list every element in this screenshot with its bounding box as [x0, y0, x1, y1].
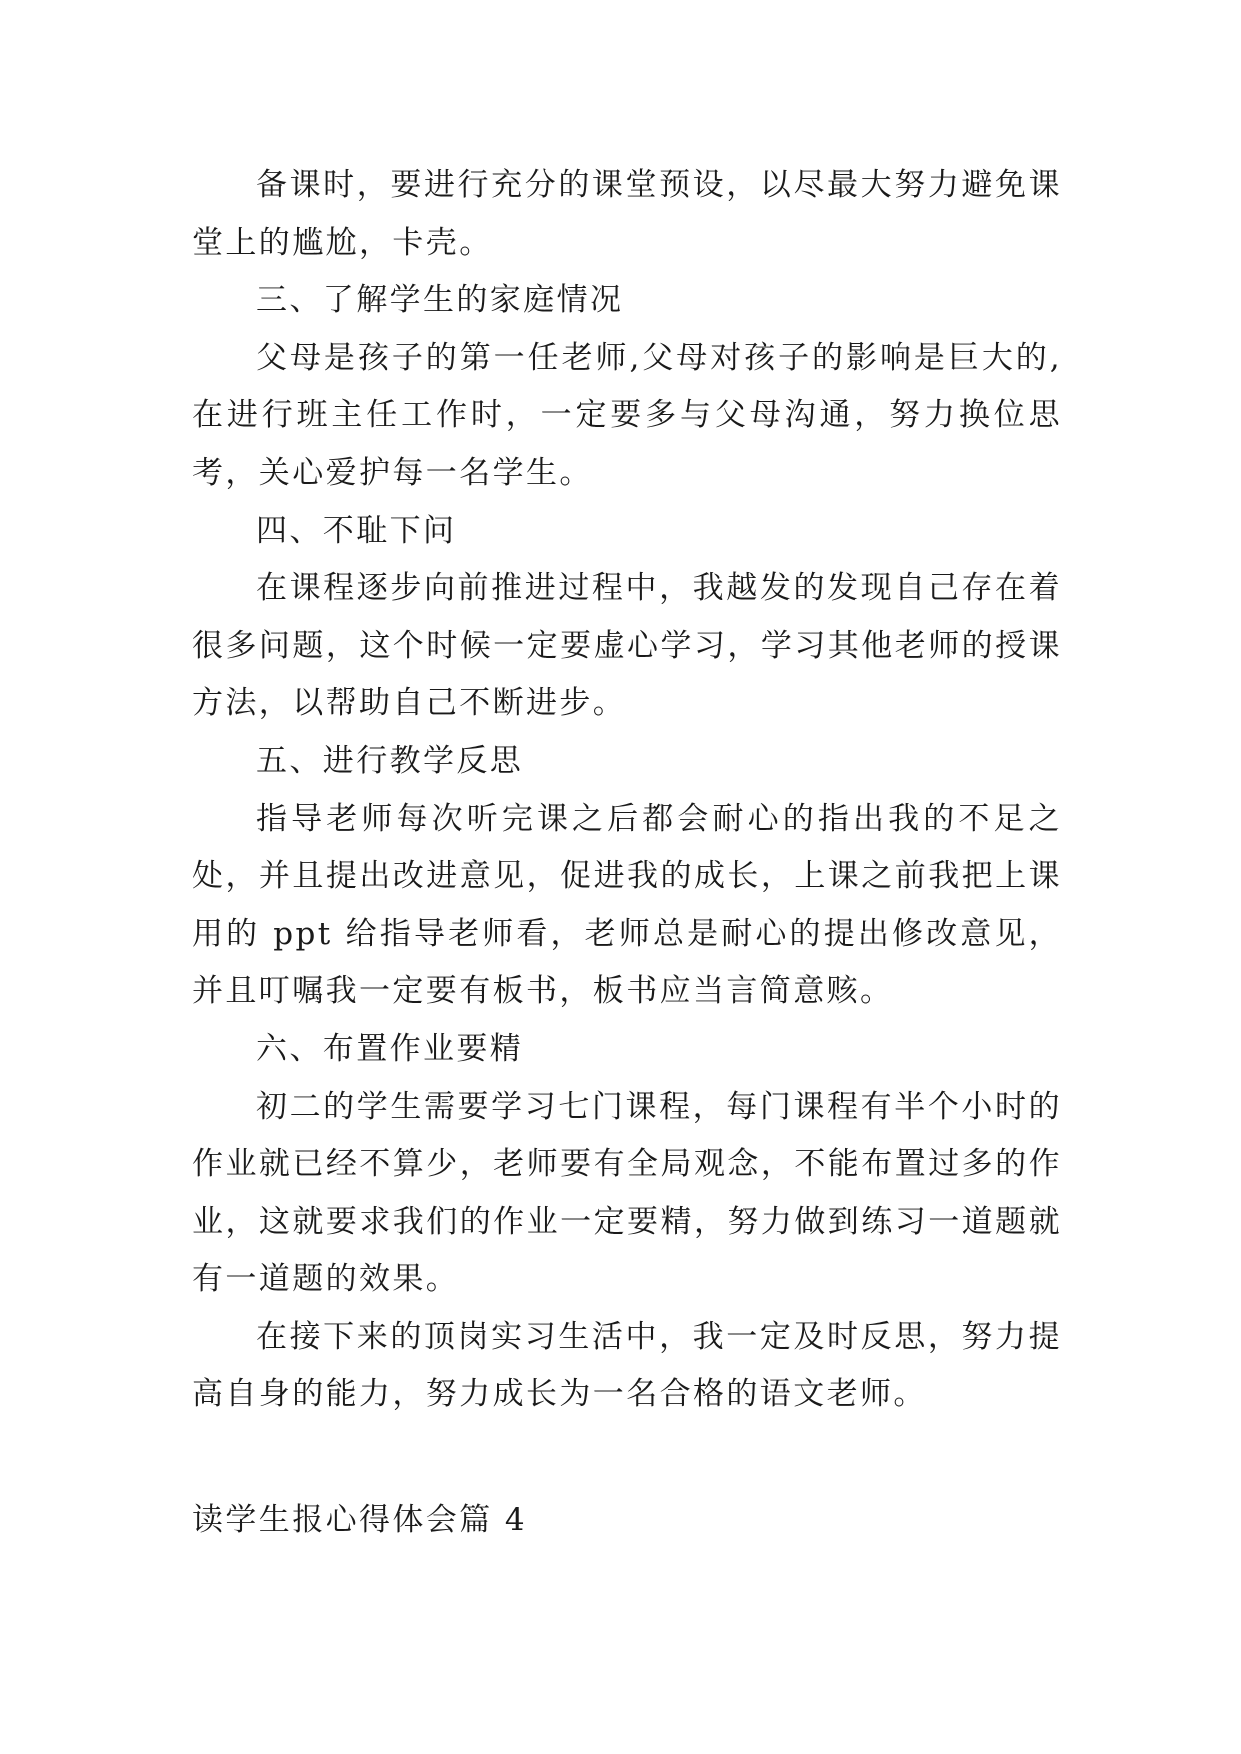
paragraph-conclusion: 在接下来的顶岗实习生活中，我一定及时反思，努力提高自身的能力，努力成长为一名合格的语文老师。: [192, 1318, 1062, 1413]
heading-teaching-reflection: 五、进行教学反思: [256, 742, 524, 779]
heading-homework: 六、布置作业要精: [256, 1030, 524, 1067]
paragraph-learning: 在课程逐步向前推进过程中，我越发的发现自己存在着很多问题，这个时候一定要虚心学习，学习其他老师的授课方法，以帮助自己不断进步。: [192, 570, 1062, 722]
heading-family-situation: 三、了解学生的家庭情况: [256, 282, 624, 319]
paragraph-mentor-feedback: 指导老师每次听完课之后都会耐心的指出我的不足之处，并且提出改进意见，促进我的成长，上课之前我把上课用的 ppt 给指导老师看，老师总是耐心的提出修改意见，并且叮嘱我一定要有板书，板书应当言简意赅。: [192, 800, 1062, 1010]
heading-ask-questions: 四、不耻下问: [256, 512, 457, 549]
paragraph-parents: 父母是孩子的第一任老师,父母对孩子的影响是巨大的,在进行班主任工作时，一定要多与父母沟通，努力换位思考，关心爱护每一名学生。: [192, 339, 1062, 491]
document-body: [192, 157, 1062, 1424]
paragraph-lesson-prep: 备课时，要进行充分的课堂预设，以尽最大努力避免课堂上的尴尬，卡壳。: [192, 167, 1062, 261]
paragraph-homework: 初二的学生需要学习七门课程，每门课程有半个小时的作业就已经不算少，老师要有全局观念，不能布置过多的作业，这就要求我们的作业一定要精，努力做到练习一道题就有一道题的效果。: [192, 1088, 1062, 1298]
section-title: 读学生报心得体会篇 4: [192, 1502, 527, 1538]
